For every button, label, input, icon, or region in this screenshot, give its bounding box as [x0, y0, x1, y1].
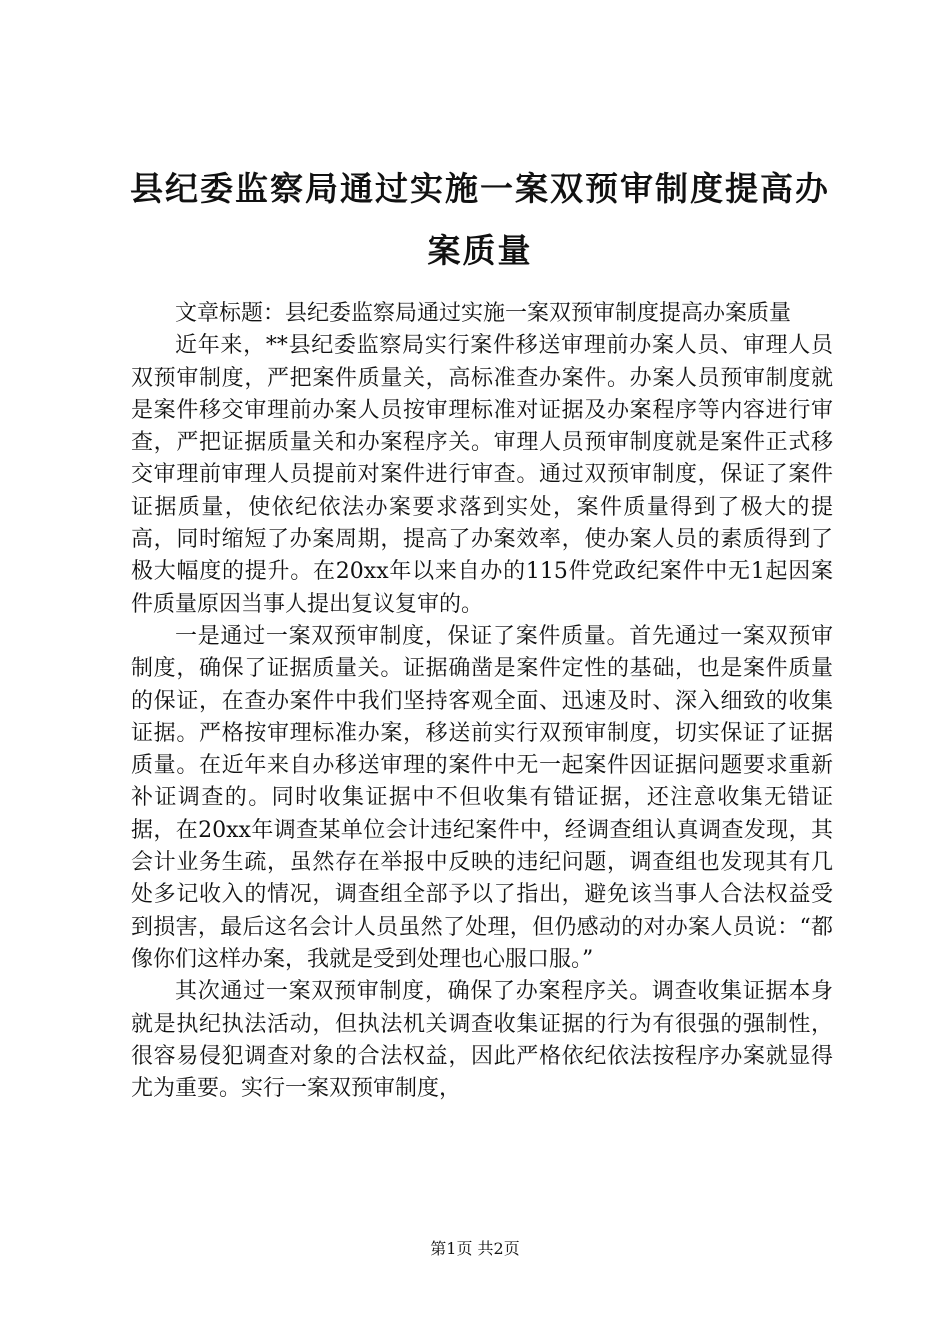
document-body [131, 298, 833, 1105]
paragraph-point-procedure: 其次通过一案双预审制度，确保了办案程序关。调查收集证据本身就是执纪执法活动，但执法机关调查收集证据的行为有很强的强制性，很容易侵犯调查对象的合法权益，因此严格依纪依法按程序办案就显得尤为重要。实行一案双预审制度， [131, 979, 833, 1102]
paragraph-intro: 近年来，**县纪委监察局实行案件移送审理前办案人员、审理人员双预审制度，严把案件质量关，高标准查办案件。办案人员预审制度就是案件移交审理前办案人员按审理标准对证据及办案程序等内容进行审查，严把证据质量关和办案程序关。审理人员预审制度就是案件正式移交审理前审理人员提前对案件进行审查。通过双预审制度，保证了案件证据质量，使依纪依法办案要求落到实处，案件质量得到了极大的提高，同时缩短了办案周期，提高了办案效率，使办案人员的素质得到了极大幅度的提升。在20xx年以来自办的115件党政纪案件中无1起因案件质量原因当事人提出复议复审的。 [131, 333, 833, 617]
paragraph-article-title: 文章标题：县纪委监察局通过实施一案双预审制度提高办案质量 [175, 301, 792, 326]
paragraph-point-one: 一是通过一案双预审制度，保证了案件质量。首先通过一案双预审制度，确保了证据质量关。证据确凿是案件定性的基础，也是案件质量的保证，在查办案件中我们坚持客观全面、迅速及时、深入细致的收集证据。严格按审理标准办案，移送前实行双预审制度，切实保证了证据质量。在近年来自办移送审理的案件中无一起案件因证据问题要求重新补证调查的。同时收集证据中不但收集有错证据，还注意收集无错证据，在20xx年调查某单位会计违纪案件中，经调查组认真调查发现，其会计业务生疏，虽然存在举报中反映的违纪问题，调查组也发现其有几处多记收入的情况，调查组全部予以了指出，避免该当事人合法权益受到损害，最后这名会计人员虽然了处理，但仍感动的对办案人员说：“都像你们这样办案，我就是受到处理也心服口服。” [131, 623, 833, 972]
document-title: 县纪委监察局通过实施一案双预审制度提高办案质量 [130, 169, 830, 270]
page-footer: 第1页 共2页 [430, 1239, 520, 1258]
